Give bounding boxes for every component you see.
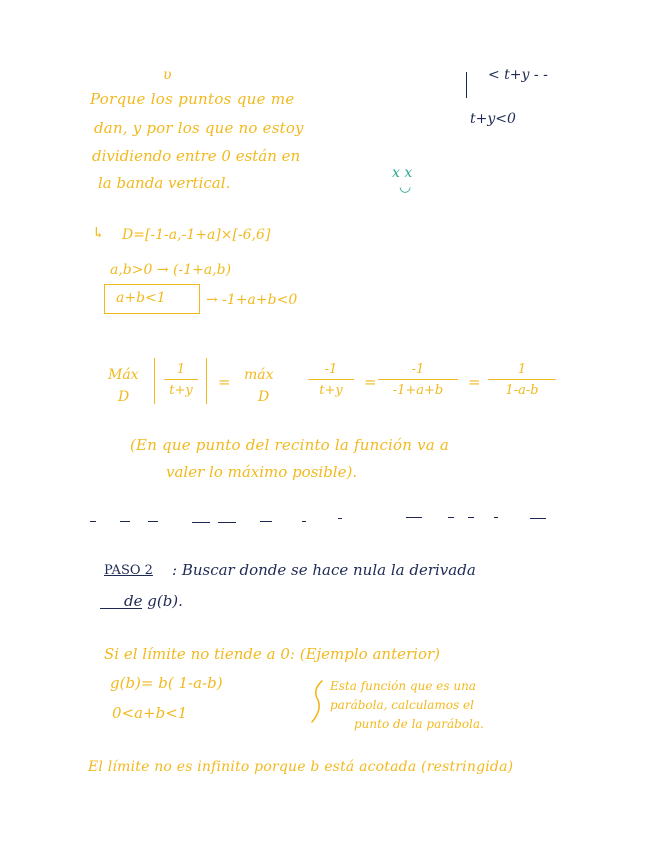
fraction-3-numerator: -1 bbox=[411, 362, 425, 377]
intro-line-2: dan, y por los que no estoy bbox=[94, 119, 304, 137]
max-label-1: Máx bbox=[108, 367, 139, 383]
arc-mark: υ bbox=[163, 67, 172, 83]
note-line-1: (En que punto del recinto la función va a bbox=[130, 436, 450, 454]
inequality-range: 0<a+b<1 bbox=[112, 704, 188, 722]
domain-arrow: ↳ bbox=[92, 224, 105, 242]
max-domain-2: D bbox=[258, 389, 270, 405]
fraction-4-numerator: 1 bbox=[517, 362, 527, 377]
domain-definition: D=[-1-a,-1+a]×[-6,6] bbox=[122, 227, 271, 243]
equals-3: = bbox=[468, 373, 481, 391]
implied-inequality: → -1+a+b<0 bbox=[206, 292, 298, 308]
fraction-2-denominator: t+y bbox=[319, 383, 343, 398]
step-2-text: : Buscar donde se hace nula la derivada bbox=[172, 561, 476, 579]
intro-line-3: dividiendo entre 0 están en bbox=[92, 147, 301, 165]
domain-condition: a,b>0 → (-1+a,b) bbox=[110, 262, 232, 278]
side-note-line-2: parábola, calculamos el bbox=[330, 698, 474, 712]
fraction-2-numerator: -1 bbox=[324, 362, 338, 377]
g-of-b-equation: g(b)= b( 1-a-b) bbox=[110, 674, 223, 692]
note-line-2: valer lo máximo posible). bbox=[166, 463, 358, 481]
equals-2: = bbox=[364, 373, 377, 391]
condition-text: t+y<0 bbox=[470, 111, 516, 127]
max-domain-1: D bbox=[118, 389, 130, 405]
final-line: El límite no es infinito porque b está acotada (restringida) bbox=[88, 759, 514, 775]
smiley-eyes: x x bbox=[392, 165, 413, 181]
fraction-1-denominator: t+y bbox=[169, 383, 193, 398]
limit-line-1: Si el límite no tiende a 0: (Ejemplo anterior) bbox=[104, 645, 440, 663]
equals-1: = bbox=[218, 373, 231, 391]
side-note-line-3: punto de la parábola. bbox=[354, 717, 484, 731]
step-2-text-2: de g(b). bbox=[124, 592, 183, 610]
intro-line-1: Porque los puntos que me bbox=[90, 90, 295, 108]
fraction-3-denominator: -1+a+b bbox=[392, 383, 444, 398]
max-label-2: máx bbox=[244, 367, 274, 383]
smiley-mouth: ◡ bbox=[399, 179, 412, 195]
boxed-inequality-text: a+b<1 bbox=[116, 290, 166, 306]
intro-line-4: la banda vertical. bbox=[98, 174, 231, 192]
side-note-line-1: Esta función que es una bbox=[330, 679, 476, 693]
fraction-1-numerator: 1 bbox=[176, 362, 186, 377]
partial-expression: < t+y - - bbox=[488, 67, 548, 83]
fraction-4-denominator: 1-a-b bbox=[505, 383, 539, 398]
step-2-label: PASO 2 bbox=[104, 563, 153, 578]
